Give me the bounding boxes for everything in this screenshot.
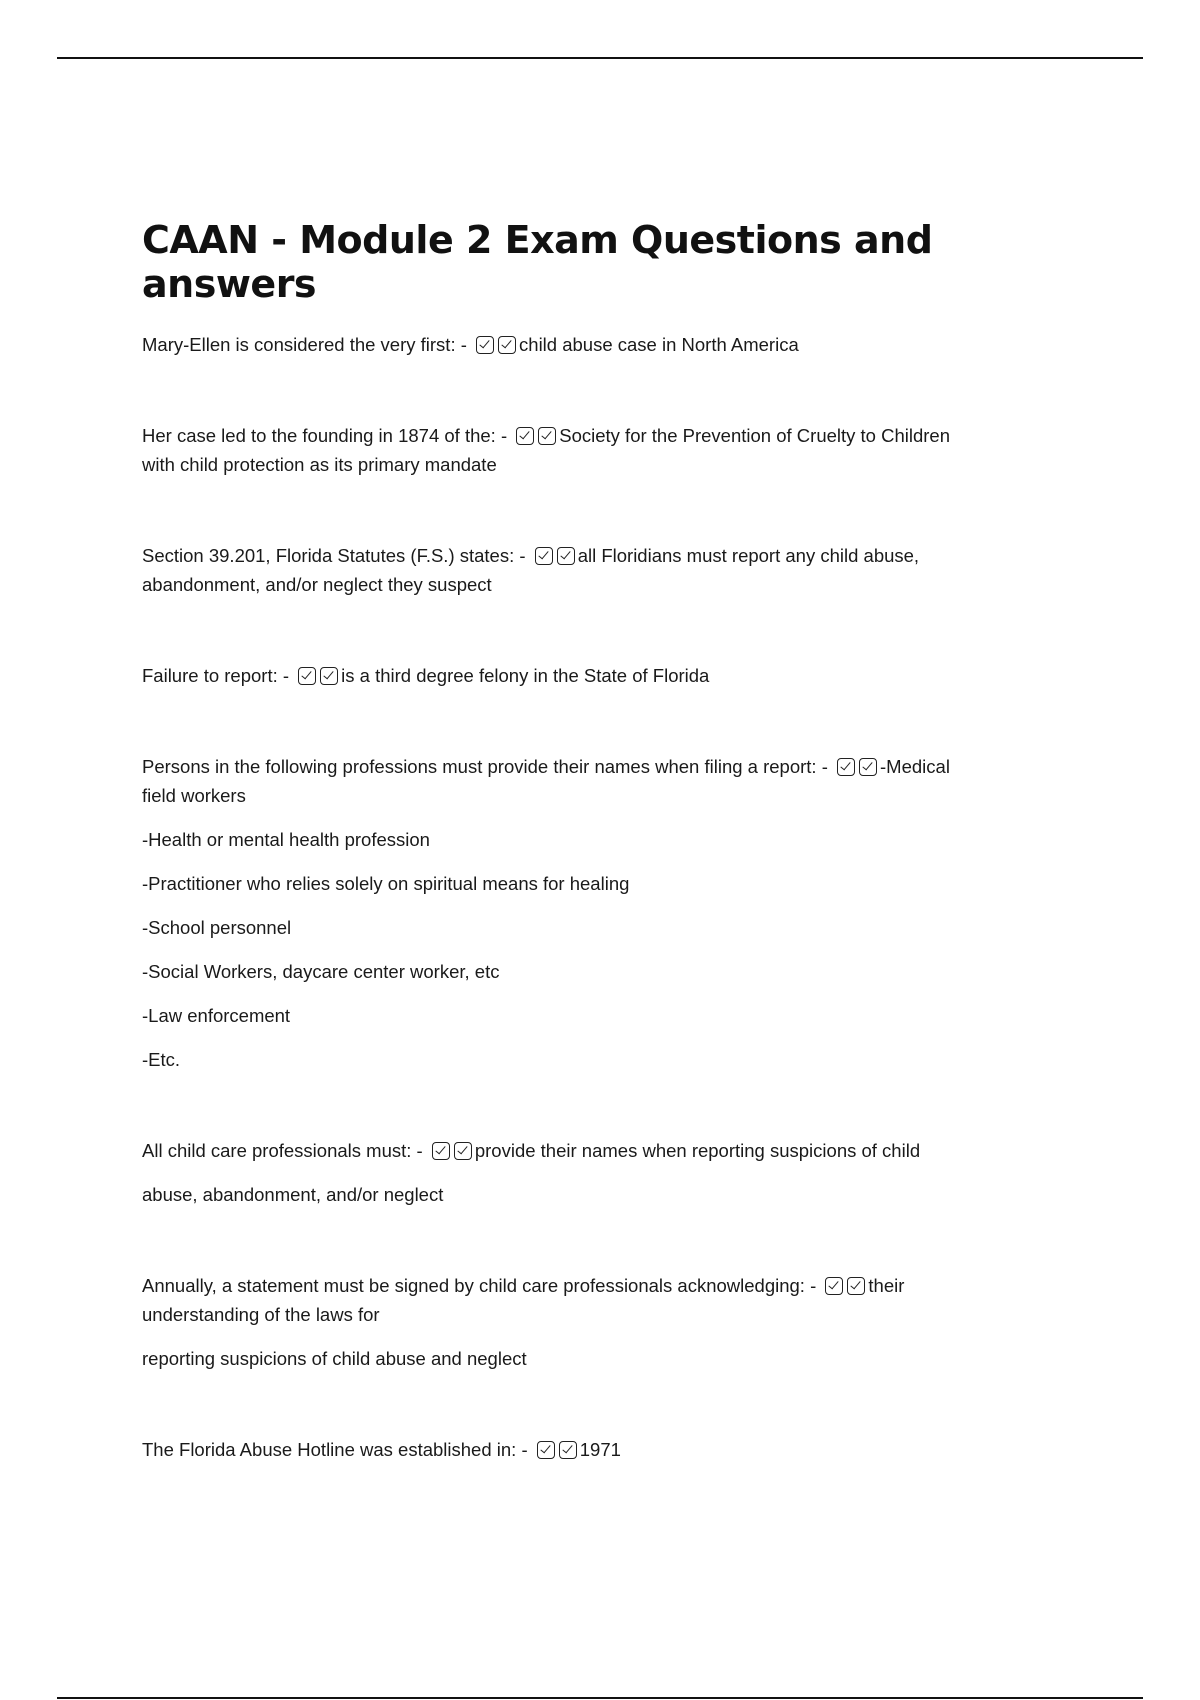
qa-item-1 <box>142 330 1042 359</box>
answer-text: their <box>868 1275 905 1296</box>
question-text: Mary-Ellen is considered the very first: - <box>142 334 467 355</box>
list-item: -Health or mental health profession <box>142 829 430 850</box>
answer-text: 1971 <box>579 1439 621 1460</box>
answer-text: is a third degree felony in the State of Florida <box>341 665 710 686</box>
list-item: -School personnel <box>142 917 292 938</box>
document-body <box>142 218 1042 1464</box>
answer-continuation: reporting suspicions of child abuse and neglect <box>142 1348 527 1369</box>
list-item: -Social Workers, daycare center worker, etc <box>142 961 500 982</box>
top-rule <box>57 57 1143 59</box>
answer-continuation: abandonment, and/or neglect they suspect <box>142 574 492 595</box>
checkbox-checked-icon <box>859 758 877 776</box>
qa-item-3 <box>142 541 1042 599</box>
checkbox-checked-icon <box>537 1441 555 1459</box>
answer-continuation: abuse, abandonment, and/or neglect <box>142 1184 444 1205</box>
answer-continuation: with child protection as its primary mandate <box>142 454 497 475</box>
question-text: The Florida Abuse Hotline was established in: - <box>142 1439 528 1460</box>
checkbox-checked-icon <box>320 667 338 685</box>
qa-item-6 <box>142 1136 1042 1209</box>
checkbox-checked-icon <box>454 1142 472 1160</box>
list-item: -Etc. <box>142 1049 181 1070</box>
checkbox-checked-icon <box>538 427 556 445</box>
answer-text: child abuse case in North America <box>519 334 799 355</box>
answer-continuation: understanding of the laws for <box>142 1304 380 1325</box>
checkbox-checked-icon <box>559 1441 577 1459</box>
answer-text: -Medical <box>880 756 950 777</box>
qa-item-5 <box>142 752 1042 1074</box>
document-title: CAAN - Module 2 Exam Questions and answers <box>142 218 933 306</box>
question-text: Annually, a statement must be signed by child care professionals acknowledging: - <box>142 1275 817 1296</box>
checkbox-checked-icon <box>557 547 575 565</box>
answer-text: all Floridians must report any child abuse, <box>577 545 920 566</box>
qa-item-2 <box>142 421 1042 479</box>
bottom-rule <box>57 1697 1143 1699</box>
question-text: Section 39.201, Florida Statutes (F.S.) states: - <box>142 545 526 566</box>
list-item: -Law enforcement <box>142 1005 291 1026</box>
list-item: -Practitioner who relies solely on spiritual means for healing <box>142 873 630 894</box>
checkbox-checked-icon <box>476 336 494 354</box>
checkbox-checked-icon <box>498 336 516 354</box>
checkbox-checked-icon <box>847 1277 865 1295</box>
answer-text: Society for the Prevention of Cruelty to Children <box>559 425 950 446</box>
checkbox-checked-icon <box>535 547 553 565</box>
answer-text: provide their names when reporting suspicions of child <box>474 1140 921 1161</box>
question-text: All child care professionals must: - <box>142 1140 423 1161</box>
qa-item-7 <box>142 1271 1042 1373</box>
qa-item-8 <box>142 1435 1042 1464</box>
qa-item-4 <box>142 661 1042 690</box>
checkbox-checked-icon <box>298 667 316 685</box>
checkbox-checked-icon <box>432 1142 450 1160</box>
answer-continuation: field workers <box>142 785 246 806</box>
question-text: Persons in the following professions must provide their names when filing a report: - <box>142 756 828 777</box>
checkbox-checked-icon <box>837 758 855 776</box>
checkbox-checked-icon <box>825 1277 843 1295</box>
question-text: Her case led to the founding in 1874 of the: - <box>142 425 508 446</box>
checkbox-checked-icon <box>516 427 534 445</box>
question-text: Failure to report: - <box>142 665 290 686</box>
